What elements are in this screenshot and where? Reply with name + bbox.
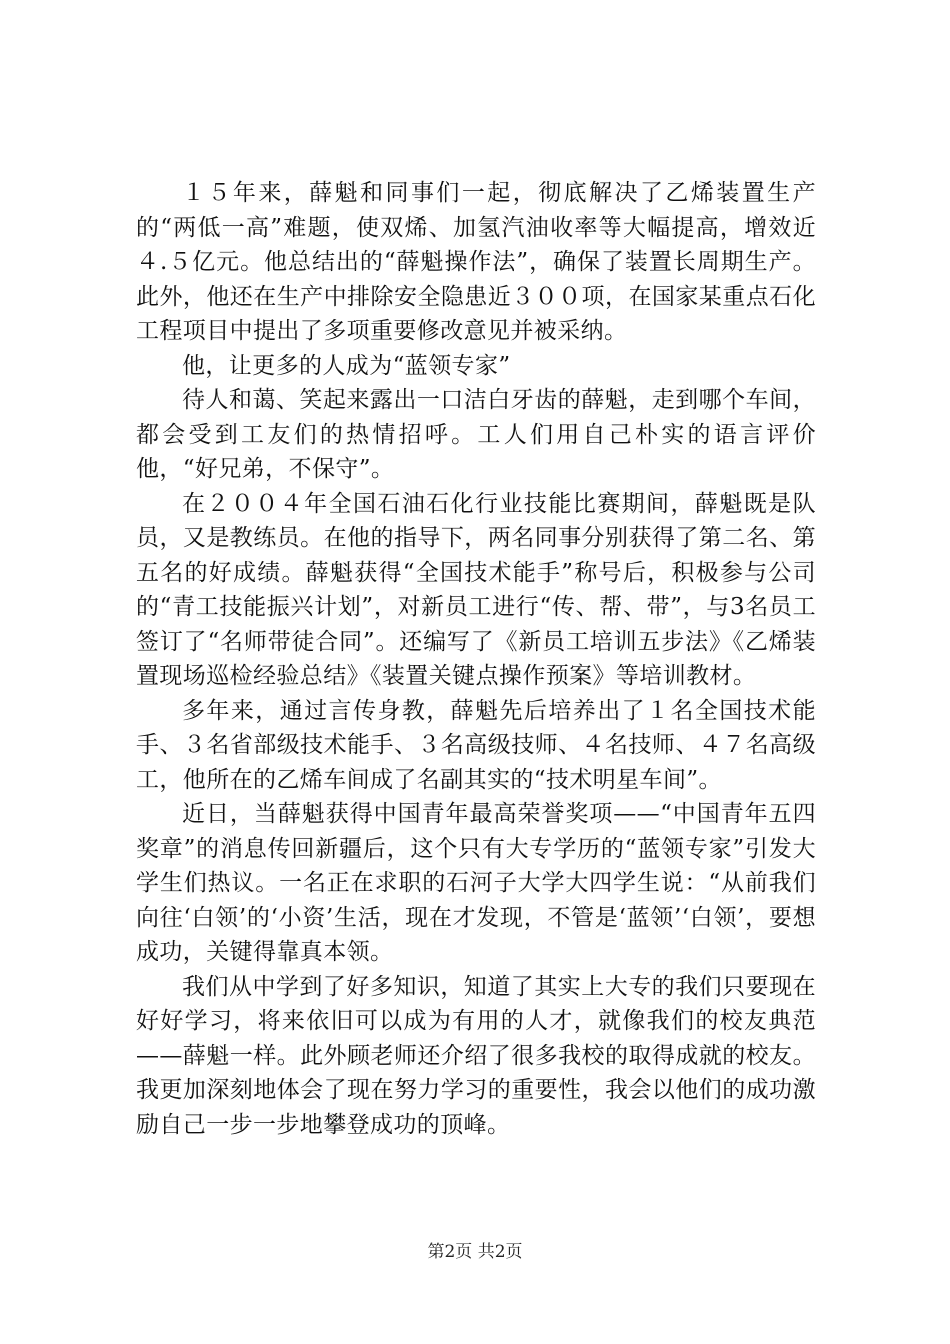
paragraph-may-fourth-medal: 近日，当薛魁获得中国青年最高荣誉奖项——“中国青年五四奖章”的消息传回新疆后，这个只有大专学历的“蓝领专家”引发大学生们热议。一名正在求职的石河子大学大四学生说：“从前我们向往‘白领’的‘小资’生活，现在才发现，不管是‘蓝领’‘白领’，要想成功，关键得靠真本领。 bbox=[136, 801, 816, 965]
paragraph-achievements: １５年来，薛魁和同事们一起，彻底解决了乙烯装置生产的“两低一高”难题，使双烯、加氢汽油收率等大幅提高，增效近４.５亿元。他总结出的“薛魁操作法”，确保了装置长周期生产。此外，他还在生产中排除安全隐患近３００项，在国家某重点石化工程项目中提出了多项重要修改意见并被采纳。 bbox=[136, 180, 816, 344]
paragraph-training-results: 多年来，通过言传身教，薛魁先后培养出了１名全国技术能手、３名省部级技术能手、３名高级技师、４名技师、４７名高级工，他所在的乙烯车间成了名副其实的“技术明星车间”。 bbox=[136, 697, 816, 793]
section-heading-blue-collar-experts: 他，让更多的人成为“蓝领专家” bbox=[182, 352, 511, 379]
paragraph-reflection: 我们从中学到了好多知识，知道了其实上大专的我们只要现在好好学习，将来依旧可以成为有用的人才，就像我们的校友典范——薛魁一样。此外顾老师还介绍了很多我校的取得成就的校友。我更加深刻地体会了现在努力学习的重要性，我会以他们的成功激励自己一步一步地攀登成功的顶峰。 bbox=[136, 973, 816, 1138]
page-number-footer: 第2页 共2页 bbox=[427, 1242, 523, 1262]
paragraph-personality: 待人和蔼、笑起来露出一口洁白牙齿的薛魁，走到哪个车间，都会受到工友们的热情招呼。工人们用自己朴实的语言评价他，“好兄弟，不保守”。 bbox=[136, 387, 816, 482]
document-body bbox=[136, 176, 816, 1142]
paragraph-competition-2004: 在２００４年全国石油石化行业技能比赛期间，薛魁既是队员，又是教练员。在他的指导下，两名同事分别获得了第二名、第五名的好成绩。薛魁获得“全国技术能手”称号后，积极参与公司的“青工技能振兴计划”，对新员工进行“传、帮、带”，与3名员工签订了“名师带徒合同”。还编写了《新员工培训五步法》《乙烯装置现场巡检经验总结》《装置关键点操作预案》等培训教材。 bbox=[136, 490, 816, 689]
